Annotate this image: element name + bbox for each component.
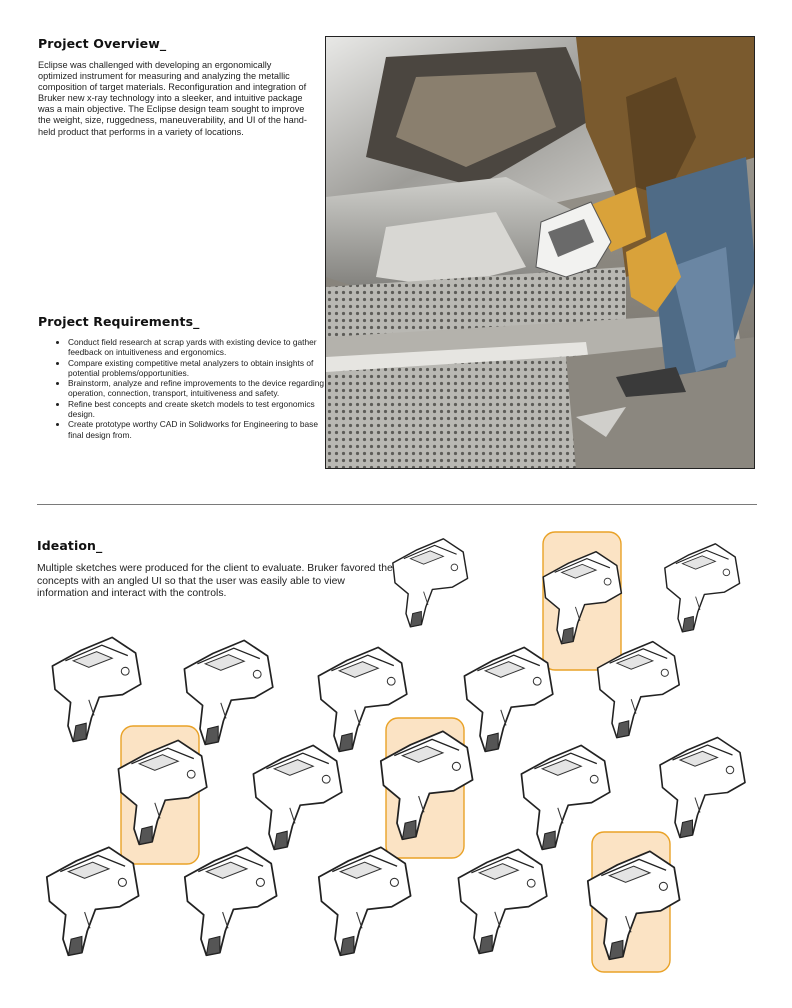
concept-sketch [185, 847, 277, 955]
concept-sketch [660, 738, 745, 838]
list-item: • Conduct field research at scrap yards with existing device to gather feedback on intuitiveness and ergonomics. [68, 337, 326, 358]
ideation-paragraph: Multiple sketches were produced for the client to evaluate. Bruker favored the concepts with an angled UI so that the user was easily able to view information and interact with the controls. [37, 563, 393, 600]
overview-paragraph: Eclipse was challenged with developing an ergonomically optimized instrument for measuring and analyzing the metallic composition of target materials. Reconfiguration and integration of Bruker new x-ray technology into a sleeker, and intuitive package was a main objective. The Eclipse design team sought to improve the weight, size, ruggedness, maneuverability, and UI of the hand-held product that performs in a variety of locations. [38, 60, 307, 137]
concept-sketch [393, 539, 468, 627]
concept-sketch [253, 745, 341, 849]
requirements-heading: Project Requirements_ [38, 314, 200, 329]
concept-sketch [464, 647, 552, 751]
concept-sketch [47, 847, 139, 955]
concept-sketch [184, 640, 272, 744]
section-divider [37, 504, 757, 505]
ideation-heading: Ideation_ [37, 538, 103, 553]
overview-heading: Project Overview_ [38, 36, 167, 51]
concept-sketch [319, 847, 411, 955]
requirements-list [50, 337, 326, 440]
field-research-photo [325, 36, 755, 469]
list-item: • Create prototype worthy CAD in Solidworks for Engineering to base final design from. [68, 419, 326, 440]
concept-sketches [0, 520, 792, 1008]
concept-sketch [665, 544, 740, 632]
list-item: • Brainstorm, analyze and refine improvements to the device regarding operation, connection, transport, intuitiveness and safety. [68, 378, 326, 399]
list-item: • Compare existing competitive metal analyzers to obtain insights of potential problems/opportunities. [68, 358, 326, 379]
list-item: • Refine best concepts and create sketch models to test ergonomics design. [68, 399, 326, 420]
concept-sketch [52, 637, 140, 741]
concept-sketch [458, 849, 546, 953]
